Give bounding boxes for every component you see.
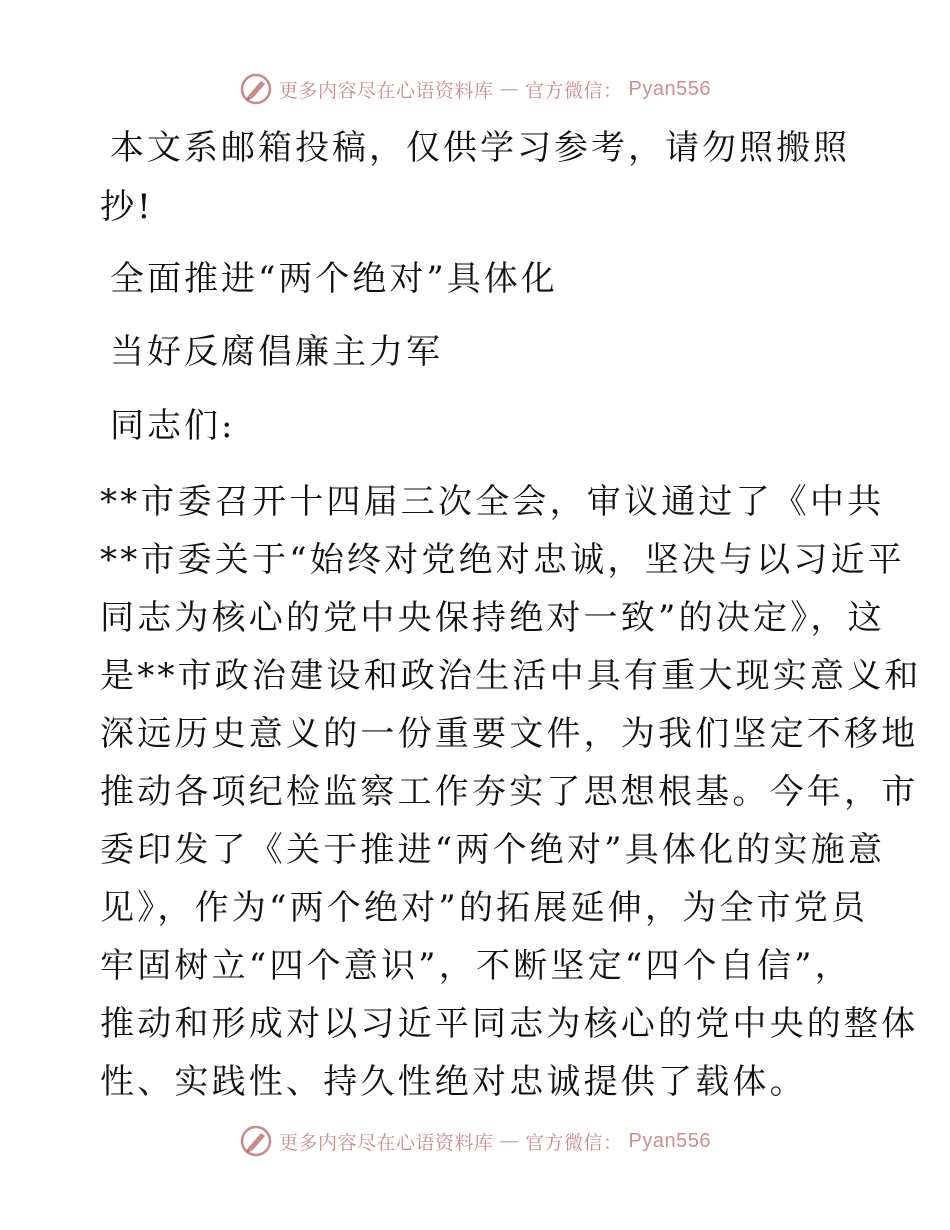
watermark-separator: — [499,1130,520,1152]
title-line-2: 当好反腐倡廉主力军 [110,332,443,372]
paragraph-line: 性、实践性、持久性绝对忠诚提供了载体。 [100,1062,807,1102]
title-line-1: 全面推进“两个绝对”具体化 [110,259,558,299]
paragraph-line: 推动和形成对以习近平同志为核心的党中央的整体 [100,1004,919,1044]
notice-line-2: 抄! [100,187,154,227]
watermark-footer [0,1124,950,1158]
watermark-wechat-id: Pyan556 [628,1129,711,1152]
watermark-site-text: 更多内容尽在心语资料库 [279,79,494,102]
paragraph-line: 委印发了《关于推进“两个绝对”具体化的实施意 [100,830,886,870]
paragraph-line: 推动各项纪检监察工作夯实了思想根基。今年，市 [100,772,919,812]
paragraph-line: 同志为核心的党中央保持绝对一致”的决定》，这 [100,598,885,638]
salutation: 同志们: [110,406,236,446]
watermark-header [0,72,950,106]
paragraph-line: **市委召开十四届三次全会，审议通过了《中共 [100,482,885,522]
paragraph-line: 深远历史意义的一份重要文件，为我们坚定不移地 [100,714,919,754]
paragraph-line: 是**市政治建设和政治生活中具有重大现实意义和 [100,656,922,696]
notice-line-1: 本文系邮箱投稿，仅供学习参考，请勿照搬照 [110,128,850,168]
watermark-wechat-label: 官方微信： [525,1131,623,1154]
watermark-site-text: 更多内容尽在心语资料库 [279,1131,494,1154]
watermark-separator: — [499,78,520,100]
paragraph-line: **市委关于“始终对党绝对忠诚，坚决与以习近平 [100,540,905,580]
paragraph-line: 牢固树立“四个意识”，不断坚定“四个自信”， [100,946,852,986]
pen-logo-icon [239,1124,273,1158]
watermark-wechat-id: Pyan556 [628,77,711,100]
watermark-wechat-label: 官方微信： [525,79,623,102]
pen-logo-icon [239,72,273,106]
paragraph-line: 见》，作为“两个绝对”的拓展延伸，为全市党员 [100,888,869,928]
